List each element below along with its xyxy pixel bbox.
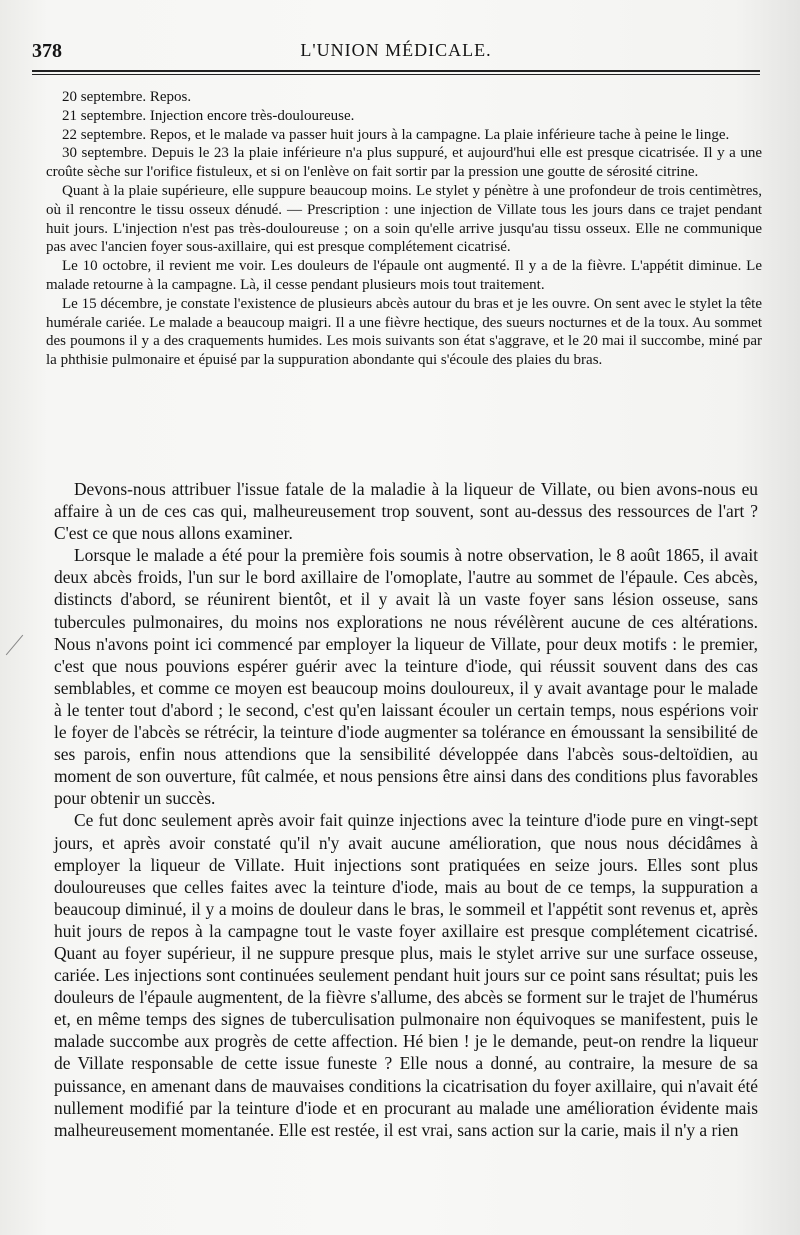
discussion-paragraph: Devons-nous attribuer l'issue fatale de la maladie à la liqueur de Villate, ou bien avons-nous eu affaire à un de ces cas qui, malheureusement trop souvent, sont au-dessus des ressources de l'art ? C'est ce que nous allons examiner.	[54, 479, 758, 544]
case-note: 30 septembre. Depuis le 23 la plaie inférieure n'a plus suppuré, et aujourd'hui elle est presque cicatrisée. Il y a une croûte sèche sur l'orifice fistuleux, et si on l'enlève on fait sortir par la pression une goutte de sérosité citrine.	[46, 145, 762, 181]
case-notes	[46, 88, 762, 370]
case-note: Le 10 octobre, il revient me voir. Les douleurs de l'épaule ont augmenté. Il y a de la fièvre. L'appétit diminue. Le malade retourne à la campagne. Là, il cesse pendant plusieurs mois tout traitement.	[46, 258, 762, 293]
case-note: 22 septembre. Repos, et le malade va passer huit jours à la campagne. La plaie inférieure tache à peine le linge.	[62, 126, 730, 143]
case-note: Quant à la plaie supérieure, elle suppure beaucoup moins. Le stylet y pénètre à une profondeur de trois centimètres, où il rencontre le tissu osseux dénudé. — Prescription : une injection de Villate tous les jours dans ce trajet pendant huit jours. L'injection n'est pas très-douloureuse ; on a soin qu'elle arrive jusqu'au tissu osseux. Elle ne communique pas avec l'ancien foyer sous-axillaire, qui est presque complétement cicatrisé.	[46, 182, 762, 256]
case-note: 20 septembre. Repos.	[62, 89, 192, 105]
discussion-paragraph: Ce fut donc seulement après avoir fait quinze injections avec la teinture d'iode pure en vingt-sept jours, et après avoir constaté qu'il n'y avait aucune amélioration, que nous nous décidâmes à employer la liqueur de Villate. Huit injections sont pratiquées en seize jours. Elles sont plus douloureuses que celles faites avec la teinture d'iode, mais au bout de ce temps, la suppuration a beaucoup diminué, il y a moins de douleur dans le bras, le sommeil et l'appétit sont revenus et, après huit jours de repos à la campagne tout le vaste foyer axillaire est presque complétement cicatrisé. Quant au foyer supérieur, il ne suppure presque plus, mais le stylet arrive sur une surface osseuse, cariée. Les injections sont continuées seulement pendant huit jours sur ce point sans résultat; puis les douleurs de l'épaule augmentent, de la fièvre s'allume, des abcès se forment sur le trajet de l'humérus et, en même temps des signes de tuberculisation pulmonaire non équivoques se manifestent, puis le malade succombe aux progrès de cette affection. Hé bien ! je le demande, peut-on rendre la liqueur de Villate responsable de cette issue funeste ? Elle nous a donné, au contraire, la mesure de sa puissance, en amenant dans de mauvaises conditions la cicatrisation du foyer axillaire, qui n'avait été nullement modifié par la teinture d'iode et en procurant au malade une amélioration évidente mais malheureusement momentanée. Elle est restée, il est vrai, sans action sur la carie, mais il n'y a rien	[54, 810, 758, 1140]
discussion	[54, 478, 758, 1141]
running-head: L'UNION MÉDICALE.	[300, 40, 492, 60]
margin-pencil-mark	[6, 635, 23, 656]
case-note: 21 septembre. Injection encore très-douloureuse.	[62, 107, 355, 124]
case-note: Le 15 décembre, je constate l'existence de plusieurs abcès autour du bras et je les ouvre. On sent avec le stylet la tête humérale cariée. Le malade a beaucoup maigri. Il a une fièvre hectique, des sueurs nocturnes et de la toux. Au sommet des poumons il y a des craquements humides. Les mois suivants son état s'aggrave, et le 20 mai il succombe, miné par la phthisie pulmonaire et épuisé par la suppuration abondante qui s'écoule des plaies du bras.	[46, 295, 762, 369]
header-rule	[32, 70, 760, 75]
discussion-paragraph: Lorsque le malade a été pour la première fois soumis à notre observation, le 8 août 1865, il avait deux abcès froids, l'un sur le bord axillaire de l'omoplate, l'autre au sommet de l'épaule. Ces abcès, distincts d'abord, se réunirent bientôt, et il y avait là un vaste foyer sans lésion osseuse, sans tubercules pulmonaires, du moins nos explorations ne nous révélèrent aucune de ces altérations. Nous n'avons point ici commencé par employer la liqueur de Villate, pour deux motifs : le premier, c'est que nous pouvions espérer guérir avec la teinture d'iode, qui réussit souvent dans des cas semblables, et comme ce moyen est beaucoup moins douloureux, il y avait avantage pour le malade à le tenter tout d'abord ; le second, c'est qu'en laissant écouler un certain temps, nous espérions voir le foyer de l'abcès se rétrécir, la teinture d'iode augmenter sa tolérance en émoussant la sensibilité de ses parois, enfin nous attendions que la sensibilité développée dans l'abcès sous-deltoïdien, au moment de son ouverture, fût calmée, et nous pensions être ainsi dans des conditions plus favorables pour obtenir un succès.	[54, 545, 758, 809]
page-header	[32, 36, 760, 66]
page-number: 378	[32, 40, 62, 62]
